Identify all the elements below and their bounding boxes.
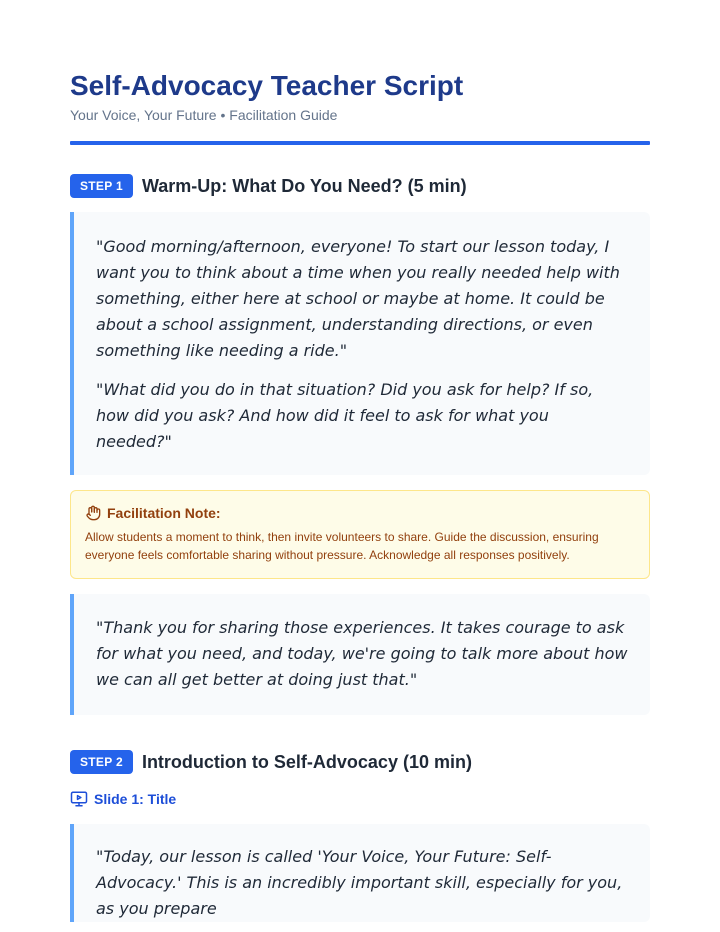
step-2-header [70,750,650,774]
step-2-title: Introduction to Self-Advocacy (10 min) [141,751,472,772]
page-title: Self-Advocacy Teacher Script [70,70,464,101]
header-divider [70,141,650,145]
script-quote-block [70,594,650,715]
step-1-title: Warm-Up: What Do You Need? (5 min) [141,175,467,196]
step-2-badge: STEP 2 [70,750,133,774]
facilitation-note-header [85,505,635,521]
presentation-icon [70,790,88,808]
script-paragraph: "Good morning/afternoon, everyone! To start our lesson today, I want you to think about a time when you really needed help with something, either here at school or maybe at home. It could be about a school assignment, understanding directions, or even something like needing a ride." [96,237,620,360]
facilitation-note-text: Allow students a moment to think, then invite volunteers to share. Guide the discussion, ensuring everyone feels comfortable sharing without pressure. Acknowledge all responses positively. [85,530,599,562]
step-1-badge: STEP 1 [70,174,133,198]
slide-reference [70,790,650,808]
hand-icon [85,505,101,521]
page-subtitle: Your Voice, Your Future • Facilitation Guide [70,107,338,123]
script-quote-block [70,212,650,475]
script-paragraph: "Thank you for sharing those experiences. It takes courage to ask for what you need, and today, we're going to talk more about how we can all get better at doing just that." [96,618,628,689]
slide-label: Slide 1: Title [94,791,177,807]
facilitation-note-title: Facilitation Note: [107,505,221,521]
script-paragraph: "Today, our lesson is called 'Your Voice, Your Future: Self-Advocacy.' This is an incredibly important skill, especially for you, as you prepare [96,847,623,918]
script-paragraph: "What did you do in that situation? Did you ask for help? If so, how did you ask? And how did it feel to ask for what you needed?" [96,380,594,451]
script-quote-block [70,824,650,922]
step-1-header [70,174,650,198]
facilitation-note [70,490,650,579]
